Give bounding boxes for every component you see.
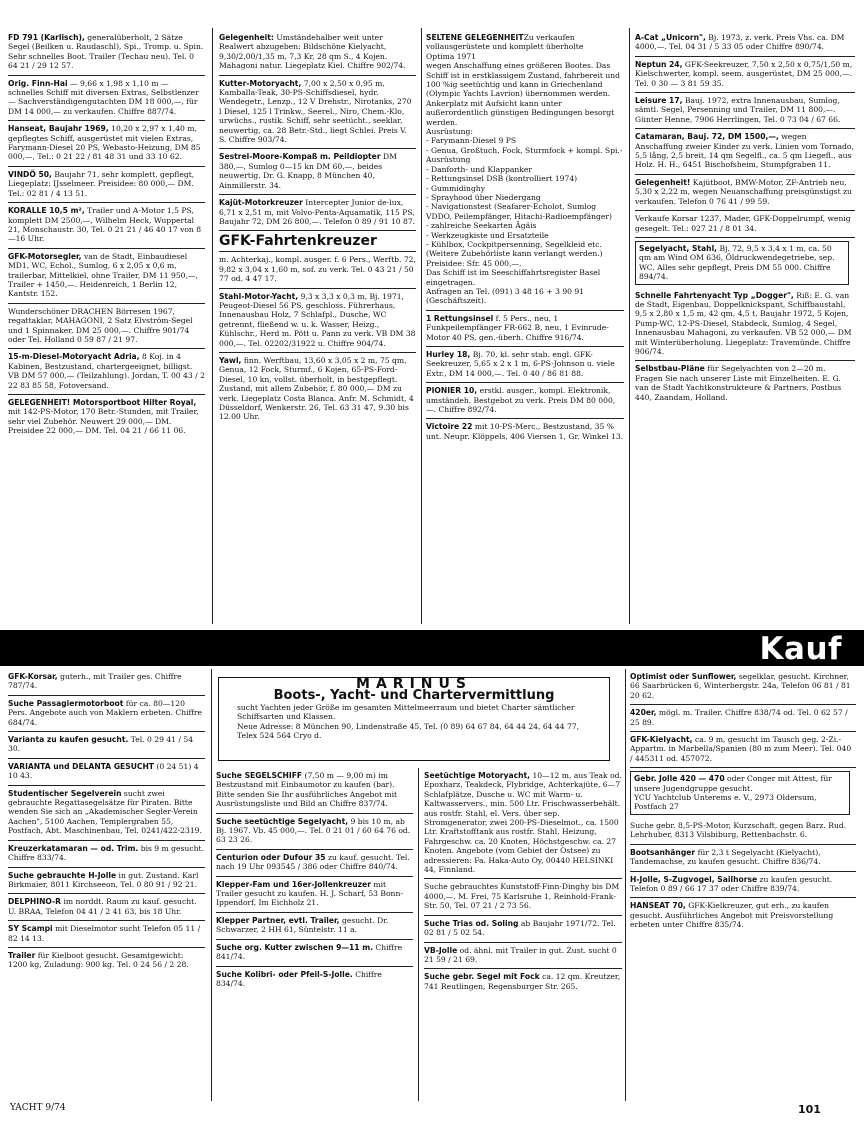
marinus-name: MARINUS <box>356 676 472 692</box>
classified-ad <box>219 252 416 288</box>
ad-lead: Sestrel-Moore-Kompaß m. Peildiopter <box>219 152 381 162</box>
ad-lead: Gelegenheit! <box>635 177 691 187</box>
ad-lead: H-Jolle, S-Zugvogel, Sailhorse <box>630 874 758 884</box>
classified-ad <box>635 241 849 285</box>
classified-ad <box>8 921 205 948</box>
classified-ad <box>8 167 205 203</box>
column-divider <box>625 669 626 1101</box>
ad-lead: FD 791 (Karlisch), <box>8 33 85 42</box>
ad-text: Kajütboot, BMW-Motor, ZF-Antrieb neu, 5,30 x 2,22 m, wegen Neuanschaffung preisgünstigst zu verkaufen. Telefon 0 76 41 / 99 59. <box>635 177 852 206</box>
classified-ad <box>424 943 622 970</box>
ad-text: 9 bis 10 m, ab Bj. 1967. Vb. 45 000,—. Tel. 0 21 01 / 60 64 76 od. 63 23 26. <box>216 816 411 845</box>
ad-lead: Kreuzerkatamaran — od. Trim. <box>8 843 139 853</box>
ad-text: Riß: E. G. van de Stadt, Eigenbau, Doppelknickspant, Schiffbaustahl, 9,5 x 2,80 x 1,5 m, 42 qm, 4,5 t, Baujahr 1972, 5 Kojen, Pump-WC, 12-PS-Diesel, Stabdeck, Sumlog, 4 Segel, Innenausbau Mahagoni, zu verkaufen. VB 52 000,— DM mit Winterüberholung. Liegeplatz: Travemünde. Chiffre 906/74. <box>635 290 852 356</box>
ad-text: (0 24 51) 4 10 43. <box>8 761 199 781</box>
ad-lead: Suche seetüchtige Segelyacht, <box>216 816 349 826</box>
ad-text: bis 9 m gesucht. Chiffre 833/74. <box>8 843 204 863</box>
ad-lead: Centurion oder Dufour 35 <box>216 852 326 862</box>
ad-lead: Suche gebrauchte H-Jolle <box>8 870 117 880</box>
ad-text: — 9,66 x 1,98 x 1,10 m — schnelles Schiff mit diversen Extras, Selbstlenzer — Sachverständigengutachten DM 18 000,—, für DM 14 000,— zu verkaufen. Chiffre 887/74. <box>8 78 199 116</box>
ad-text: Chiffre 834/74. <box>216 969 382 988</box>
classified-ad <box>635 361 855 406</box>
ad-lead: Suche Trias od. Soling <box>424 918 519 928</box>
classified-ad <box>635 57 855 93</box>
ad-text: m. Achterkaj., kompl. ausger. f. 6 Pers., Werftb. 72, 9,82 x 3,04 x 1,60 m, sof. zu verk. Tel. 0 43 21 / 50 77 od. 4 47 17. <box>219 255 416 284</box>
classified-ad <box>426 383 624 419</box>
classified-ad <box>630 705 856 732</box>
classified-ad <box>219 30 416 76</box>
classified-ad <box>216 967 413 993</box>
classified-ad <box>8 349 205 395</box>
top-column-2 <box>219 30 416 426</box>
ad-text: zu kauf. gesucht. Tel. nach 19 Uhr 093545 / 386 oder Chiffre 840/74. <box>216 852 410 872</box>
ad-text: mit 142-PS-Motor, 170 Betr.-Stunden, mit Trailer, sehr viel Zubehör. Neuwert 29 000,— DM. Preisidee 22 000,— DM. Tel. 04 21 / 66 11 06. <box>8 407 199 436</box>
classified-ad <box>635 30 855 57</box>
classified-ad <box>635 93 855 129</box>
ad-text: für 2,3 t Segelyacht (Kielyacht), Tandemachse, zu kaufen gesucht. Chiffre 836/74. <box>630 847 821 867</box>
ad-lead: Catamaran, Bauj. 72, DM 1500,—, <box>635 132 779 142</box>
ad-text: mit Dieselmotor sucht Telefon 05 11 / 82 14 13. <box>8 924 201 943</box>
ad-lead: PIONIER 10, <box>426 386 478 396</box>
classified-ad <box>219 149 416 195</box>
ad-text: 8 Koj. in 4 Kabinen, Bestzustand, chartergeeignet, billigst. VB DM 57 000,— (Teilzahlung). Jordan, T. 00 43 / 2 22 83 85 58, Fotoversand. <box>8 352 205 390</box>
ad-lead: SY Scampi <box>8 924 53 934</box>
ad-lead: Trailer <box>8 950 36 960</box>
classified-ad <box>8 696 205 732</box>
classified-ad <box>630 845 856 872</box>
ad-text: Intercepter Junior de-lux, 6,71 x 2,51 m, mit Volvo-Penta-Aquamatik, 115 PS, Baujahr 72, DM 26 800,—. Telefon 0 89 / 91 10 87. <box>219 198 416 226</box>
ad-text: zu kaufen gesucht. Telefon 0 89 / 66 17 37 oder Chiffre 839/74. <box>630 874 833 893</box>
ad-lead: Suche Kolibri- oder Pfeil-S-Jolle. <box>216 969 353 979</box>
top-column-1 <box>8 30 205 440</box>
classified-ad <box>635 129 855 175</box>
ad-text: Umständehalber weit unter Realwert abzugeben: Bildschöne Kielyacht, 9,30/2,00/1,35 m, 7,3 Kr, 28 qm S., 4 Kojen. Mahagoni natur. Liegeplatz Kiel. Chiffre 902/74. <box>219 33 406 71</box>
classified-ad <box>424 768 622 879</box>
classified-ad <box>8 304 205 350</box>
ad-text: ca. 9 m, gesucht im Tausch geg. 2-Zi.-Appartm. in Marbella/Spanien (80 m zum Meer). Tel. 040 / 445311 od. 457072. <box>630 735 852 763</box>
ad-lead: Studentischer Segelverein <box>8 788 122 798</box>
classified-ad <box>216 850 413 877</box>
ad-lead: Optimist oder Sunflower, <box>630 672 737 681</box>
ad-text: Tel. 0 29 41 / 54 30. <box>8 735 194 754</box>
ad-lead: DELPHINO-R <box>8 897 62 907</box>
classified-ad <box>424 969 622 995</box>
ad-lead: Hurley 18, <box>426 350 471 359</box>
ad-text: Suche gebr. 8,5-PS-Motor, Kurzschaft, gegen Barz. Rud. Lehrhuber, 8313 Vilsbiburg, Rettenbachstr. 6. <box>630 820 847 840</box>
ad-lead: Klepper Partner, evtl. Trailer, <box>216 915 340 925</box>
ad-text: 7,00 x 2,50 x 0,95 m, Kamballa-Teak, 30-PS-Schiffsdiesel, hydr. Wendegetr., Lenzp., 12 V Drehstr., Nirotanks, 270 l Diesel, 125 l Trinkw., Seerel., Niro, Chem.-Klo, urwüchs., rustik. Schiff, sehr seetücht., seeklar, neuwertig, ca. 28 Betr.-Std., liegt Schlei. Preis V. S. Chiffre 903/74. <box>219 78 412 145</box>
ad-text: mit 10-PS-Merc., Bestzustand, 35 % unt. Neupr. Klöppels, 406 Viersen 1, Gr. Winkel 13. <box>426 422 624 441</box>
classified-ad <box>426 419 624 445</box>
marinus-advert-box <box>218 677 610 761</box>
ad-text: wegen Anschaffung zweier Kinder zu verk. Linien vom Tornado, 5,5 lång, 2,5 breit, 14 qm Segelfl., ca. 5 qm Liegefl., aus Holz. H. H., 6451 Bischofsheim, Stumpfgraben 11. <box>635 132 854 170</box>
ad-text: mögl. m. Trailer. Chiffre 838/74 od. Tel. 0 62 57 / 25 89. <box>630 708 848 727</box>
ad-lead: Suche org. Kutter zwischen 9—11 m. <box>216 942 374 952</box>
ad-lead: Varianta zu kaufen gesucht. <box>8 735 129 745</box>
ad-lead: Stahl-Motor-Yacht, <box>219 291 299 301</box>
classified-ad <box>216 877 413 913</box>
ad-text: Bj. 1973, z. verk. Preis Vhs. ca. DM 4000,—. Tel. 04 31 / 5 33 05 oder Chiffre 890/74. <box>635 33 845 52</box>
column-divider <box>418 768 419 1101</box>
ad-text: im norddt. Raum zu kauf. gesucht. U. BRAA, Telefon 04 41 / 2 41 63, bis 18 Uhr. <box>8 897 197 916</box>
classified-ad <box>426 30 624 311</box>
marinus-subtitle: Boots-, Yacht- und Chartervermittlung <box>273 688 555 704</box>
ad-lead: 420er, <box>630 708 657 718</box>
ad-lead: VARIANTA und DELANTA GESUCHT <box>8 761 154 771</box>
ad-text: oder Conger mit Attest, für unsere Jugendgruppe gesucht. YCU Yachtclub Unterems e. V., 2973 Oldersum, Postfach 27 <box>634 774 832 812</box>
ad-lead: VB-Jolle <box>424 945 458 955</box>
ad-lead: Neptun 24, <box>635 59 683 69</box>
ad-text: ab Baujahr 1971/72. Tel. 02 81 / 5 02 54. <box>424 918 616 938</box>
ad-lead: Hanseat, Baujahr 1969, <box>8 124 109 134</box>
ad-text: GFK-Kielkreuzer, gut erh., zu kaufen gesucht. Ausführliches Angebot mit Preisvorstellung erbeten unter Chiffre 835/74. <box>630 901 834 930</box>
classified-ad <box>424 879 622 915</box>
ad-lead: Segelyacht, Stahl, <box>639 243 718 253</box>
classified-ad <box>630 818 856 845</box>
ad-text: sucht zwei gebrauchte Regattasegelsätze für Piraten. Bitte wenden Sie sich an „Akademischer Segler-Verein Aachen", 5100 Aachen, Templergraben 55, Postfach, Abt. Maschinenbau, Tel. 0241/422-2319. <box>8 788 202 836</box>
ad-lead: KORALLE 10,5 m², <box>8 206 85 216</box>
classified-ad <box>630 872 856 899</box>
classified-ad <box>219 289 416 353</box>
ad-text: für Segelyachten von 2—20 m. Fragen Sie nach unserer Liste mit Einzelheiten. E. G. van de Stadt Yachtkonstrukteure & Partners, Postbus 440, Zaandam, Holland. <box>635 364 842 402</box>
ad-text: gesucht. Dr. Schwarzer, 2 HH 61, Süntelstr. 11 a. <box>216 915 389 935</box>
ad-lead: Kutter-Motoryacht, <box>219 78 302 88</box>
classified-ad <box>8 30 205 76</box>
classified-ad <box>8 841 205 868</box>
classified-ad <box>8 786 205 841</box>
column-divider <box>629 28 630 624</box>
ad-lead: 1 Rettungsinsel <box>426 313 494 323</box>
ad-text: Bauj. 1972, extra Innenausbau, Sumlog, sämtl. Segel, Persenning und Trailer, DM 11 800,—. Günter Henne, 7906 Herrlingen, Tel. 0 73 04 / 67 66. <box>635 96 841 124</box>
ad-text: Suche gebrauchtes Kunststoff-Finn-Dinghy bis DM 4000,—. M. Frei, 75 Karlsruhe 1, Reinhold-Frank-Str. 50, Tel. 07 21 / 2 73 56. <box>424 882 620 911</box>
bottom-column-2 <box>216 768 413 992</box>
classified-ad <box>216 940 413 967</box>
bottom-column-4 <box>630 669 856 934</box>
ad-text: finn. Werftbau, 13,60 x 3,05 x 2 m, 75 qm, Genua, 12 Fock, Sturmf., 6 Kojen, 65-PS-Ford-Diesel, 10 kn, vollst. überholt, in bestgepflegt. Zustand, mit allem Zubehör, f. 80 000,— DM zu verk. Liegeplatz Costa Blanca. Anfr. M. Schmidt, 4 Düsseldorf, Wenkerstr. 26, Tel. 63 31 47, 9.30 bis 12.00 Uhr. <box>219 355 414 422</box>
ad-text: Bj. 70, kl. sehr stab. engl. GFK-Seekreuzer, 5,65 x 2 x 1 m, 6-PS-Johnson u. viele Extr., DM 14 000,—. Tel. 0 40 / 86 81 88. <box>426 350 615 378</box>
classified-ad <box>8 121 205 167</box>
classified-ad <box>630 898 856 933</box>
classified-ad <box>8 868 205 895</box>
classified-ad <box>219 195 416 231</box>
ad-text: van de Stadt, Einbaudiesel MD1, WC, Echol., Sumlog, 6 x 2,05 x 0,6 m, trailerbar, Mittelkiel, ohne Trailer, DM 11 950,—, Trailer + 1450,—. Heidenreich, 1 Berlin 12, Kantstr. 152. <box>8 251 198 299</box>
kauf-section-title: Kauf <box>759 631 842 667</box>
ad-lead: 15-m-Diesel-Motoryacht Adria, <box>8 352 140 362</box>
ad-text: guterh., mit Trailer ges. Chiffre 787/74. <box>8 672 182 691</box>
ad-lead: Gebr. Jolle 420 — 470 <box>634 774 725 784</box>
ad-lead: GFK-Motorsegler, <box>8 251 82 261</box>
ad-lead: GFK-Kielyacht, <box>630 735 693 745</box>
classified-ad <box>635 175 855 211</box>
ad-text: 10,20 x 2,97 x 1,40 m, gepflegtes Schiff, ausgerüstet mit vielen Extras, Farymann-Diesel 20 PS, Webasto-Heizung, DM 85 000,—, Tel.: 0 21 22 / 81 48 31 und 33 10 62. <box>8 124 201 162</box>
ad-lead: Klepper-Fam und 16er-Jollenkreuzer <box>216 879 371 889</box>
ad-text: generalüberholt, 2 Sätze Segel (Beilken u. Raudaschl), Spi., Tromp. u. Spin. Sehr schnelles Boot. Trailer (Techau neu). Tel. 0 64 21 / 29 12 57. <box>8 33 204 71</box>
classified-ad <box>426 347 624 383</box>
classified-ad <box>8 395 205 440</box>
ad-lead: HANSEAT 70, <box>630 901 686 911</box>
classified-ad <box>630 732 856 768</box>
ad-lead: Kajüt-Motorkreuzer <box>219 198 303 208</box>
ad-text: Chiffre 841/74. <box>216 942 403 962</box>
classified-ad <box>8 249 205 304</box>
ad-text: für ca. 80—120 Pers. Angebote auch von Maklern erbeten. Chiffre 684/74. <box>8 698 203 727</box>
ad-text: DM 380,—, Sumlog 0—15 kn DM 60,—, beides neuwertig. Dr. G. Knapp, 8 München 40, Ainmillerstr. 34. <box>219 152 397 190</box>
kauf-section-band <box>0 630 864 666</box>
classified-ad <box>8 759 205 786</box>
ad-lead: Suche gebr. Segel mit Fock <box>424 972 540 982</box>
ad-text: ca. 12 qm. Kreutzer, 741 Reutlingen, Regensburger Str. 265. <box>424 972 621 991</box>
column-divider <box>211 669 212 1101</box>
ad-text: (7,50 m — 9,00 m) im Bestzustand mit Einbaumotor zu kaufen (bar). Bitte senden Sie Ihr ausführliches Angebot mit Ausrüstungsliste und Bild an Chiffre 837/74. <box>216 771 398 809</box>
ad-text: GFK-Seekreuzer, 7,50 x 2,50 x 0,75/1,50 m, Kielschwerter, kompl. seem. ausgerüstet, DM 25 000,—. Tel. 0 30 — 3 81 59 35. <box>635 59 853 88</box>
classified-ad <box>219 76 416 150</box>
classified-ad <box>426 311 624 347</box>
ad-lead: Seetüchtige Motoryacht, <box>424 771 531 780</box>
ad-lead: Schnelle Fahrtenyacht Typ „Dogger", <box>635 290 794 300</box>
ad-lead: Gelegenheit: <box>219 33 274 42</box>
ad-text: Trailer und A-Motor 1,5 PS, komplett DM 2500,—, Wilhelm Heck, Wuppertal 21, Monschaustr. 30, Tel. 0 21 21 / 46 40 17 von 8—16 Uhr. <box>8 206 202 244</box>
classified-ad <box>216 768 413 814</box>
ad-text: Zu verkaufen vollausgerüstete und komplett überholte Optima 1971 wegen Anschaffung eines größeren Bootes. Das Schiff ist in erstklassigem Zustand, fahrbereit und 100 %ig seetüchtig und kann in Griechenland (Olympic Yachts Lavrion) übernommen werden. Ankerplatz mit Aufsicht kann unter außerordentlich günstigen Bedingungen besorgt werden. Ausrüstung: - Farymann-Diesel 9 PS - Genua, Großtuch, Fock, Sturmfock + kompl. Spi.-Ausrüstung - Danforth- und Klappanker - Rettungsinsel DSB (kontrolliert 1974) - Gummidinghy - Sprayhood über Niedergang - Navigationstest (Seafarer-Echolot, Sumlog VDDO, Peilempfänger, Hitachi-Radioempfänger) - zahlreiche Seekarten Ägäis - Werkzeugkiste und Ersatzteile - Kühlbox, Cockpitpersenning, Segelkleid etc. (Weitere Zubehörliste kann verlangt werden.) Preisidee: Sfr. 45 000,—. Das Schiff ist im Seeschiffahrtsregister Basel eingetragen. Anfragen an Tel. (091) 3 48 16 + 3 90 91 (Geschäftszeit). <box>426 33 623 306</box>
ad-lead: GELEGENHEIT! Motorsportboot Hilter Royal, <box>8 398 197 407</box>
classified-ad <box>630 771 850 815</box>
ad-lead: Suche Passagiermotorboot <box>8 698 124 708</box>
classified-ad <box>630 669 856 705</box>
classified-ad <box>216 814 413 850</box>
classified-ad <box>8 894 205 921</box>
ad-text: mit Trailer gesucht zu kaufen. H. J. Scharf, 53 Bonn-Ippendorf, Im Eichholz 21. <box>216 879 403 908</box>
ad-text: Verkaufe Korsar 1237, Mader, GFK-Doppelrumpf, wenig gesegelt. Tel.: 027 21 / 8 01 34. <box>635 214 851 233</box>
ad-text: in gut. Zustand. Karl Birkmaier, 8011 Kirchseeon, Tel. 0 80 91 / 92 21. <box>8 870 199 889</box>
ad-lead: Bootsanhänger <box>630 847 696 857</box>
ad-lead: Orig. Finn-Hai <box>8 78 68 88</box>
classified-ad <box>635 288 855 362</box>
ad-lead: A-Cat „Unicorn", <box>635 33 706 42</box>
ad-lead: GFK-Korsar, <box>8 672 58 681</box>
ad-text: 10—12 m, aus Teak od. Epoxharz, Teakdeck, Flybridge, Achterkajüte, 6—7 Schlafplätze, Dusche u. WC mit Warm- u. Kaltwasservers., min. 500 Ltr. Frischwasserbehält. aus rostfr. Stahl, el. Vers. über sep. Stromgenerator, zwei 200-PS-Dieselmot., ca. 1500 Ltr. Kraftstofftank aus rostfr. Stahl, Heizung, Fahrgeschw. ca. 20 Knoten, Höchstgeschw. ca. 27 Knoten. Angebote (vom Gebiet der Ostsee) zu adressieren: Fa. Haka-Auto Oy, 00440 HELSINKI 44, Finnland. <box>424 771 622 875</box>
ad-lead: Leisure 17, <box>635 96 683 106</box>
marinus-text: sucht Yachten jeder Größe im gesamten Mittelmeerraum und bietet Charter sämtlicher Schiffsarten und Klassen. Neue Adresse: 8 München 90, Lindenstraße 45, Tel. (0 89) 64 67 84, 64 44 24, 64 44 77, Telex 524 564 Cryo d. <box>237 702 580 741</box>
ad-lead: Victoire 22 <box>426 422 473 432</box>
ad-lead: Suche SEGELSCHIFF <box>216 771 303 780</box>
bottom-column-1 <box>8 669 205 974</box>
column-divider <box>421 28 422 624</box>
classified-ad <box>8 669 205 696</box>
section-heading: GFK-Fahrtenkreuzer <box>219 231 416 252</box>
classified-ad <box>424 916 622 943</box>
ad-text: 9,3 x 3,3 x 0,3 m, Bj. 1971, Peugeot-Diesel 56 PS, geschloss. Führerhaus, Innenausbau Holz, 7 Schlafpl., Dusche, WC getrennt, fließend w. u. k. Wasser, Heizg., Kühlschr., Herd m. Pött u. Pann zu verk. VB DM 38 000,—. Tel. 02202/31922 u. Chiffre 904/74. <box>219 291 416 348</box>
classified-ad <box>8 948 205 974</box>
page-number: 101 <box>798 1103 821 1116</box>
classified-ad <box>8 76 205 122</box>
top-column-3 <box>426 30 624 445</box>
ad-lead: SELTENE GELEGENHEIT <box>426 33 524 42</box>
footer-issue: YACHT 9/74 <box>10 1103 66 1113</box>
ad-text: Baujahr 71, sehr komplett, gepflegt, Liegeplatz: IJsselmeer. Preisidee: 80 000,— DM. Tel.: 02 81 / 4 13 51. <box>8 169 195 198</box>
classified-ad <box>8 732 205 759</box>
ad-text: erstkl. ausger., kompl. Elektronik, umständeh. Bestgebot zu verk. Preis DM 80 000,—. Chiffre 892/74. <box>426 386 616 415</box>
column-divider <box>212 28 213 624</box>
classified-ad <box>219 353 416 426</box>
ad-lead: VINDÖ 50, <box>8 169 52 179</box>
ad-text: Bj. 72, 9,5 x 3,4 x 1 m, ca. 50 qm am Wind OM 636, Öldruckwendegetriebe, sep. WC. Alles sehr gepflegt, Preis DM 55 000. Chiffre 894/74. <box>639 243 835 282</box>
ad-text: für Kielboot gesucht. Gesamtgewicht: 1200 kg, Zuladung: 900 kg. Tel. 0 24 56 / 2 28. <box>8 950 189 970</box>
ad-lead: Selbstbau-Pläne <box>635 364 705 374</box>
classified-ad <box>8 203 205 249</box>
bottom-column-3 <box>424 768 622 995</box>
ad-text: od. ähnl. mit Trailer in gut. Zust. sucht 0 21 59 / 21 69. <box>424 945 617 964</box>
ad-text: f. 5 Pers., neu, 1 Funkpeilempfänger FR-662 B, neu, 1 Evinrude-Motor 40 PS, gen.-überh. Chiffre 916/74. <box>426 313 609 342</box>
ad-text: segelklar, gesucht. Kirchner, 66 Saarbrücken 6, Winterbergstr. 24a, Telefon 06 81 / 81 20 62. <box>630 672 851 700</box>
ad-text: Wunderschöner DRACHEN Börresen 1967, regattaklar, MAHAGONI, 2 Satz Elvström-Segel und 1 Spinnaker. DM 25 000,—. Chiffre 901/74 oder Tel. Holland 0 59 87 / 21 97. <box>8 306 193 344</box>
classified-ad <box>635 211 855 238</box>
classified-ad <box>216 913 413 940</box>
top-column-4 <box>635 30 855 406</box>
ad-lead: Yawl, <box>219 355 242 365</box>
